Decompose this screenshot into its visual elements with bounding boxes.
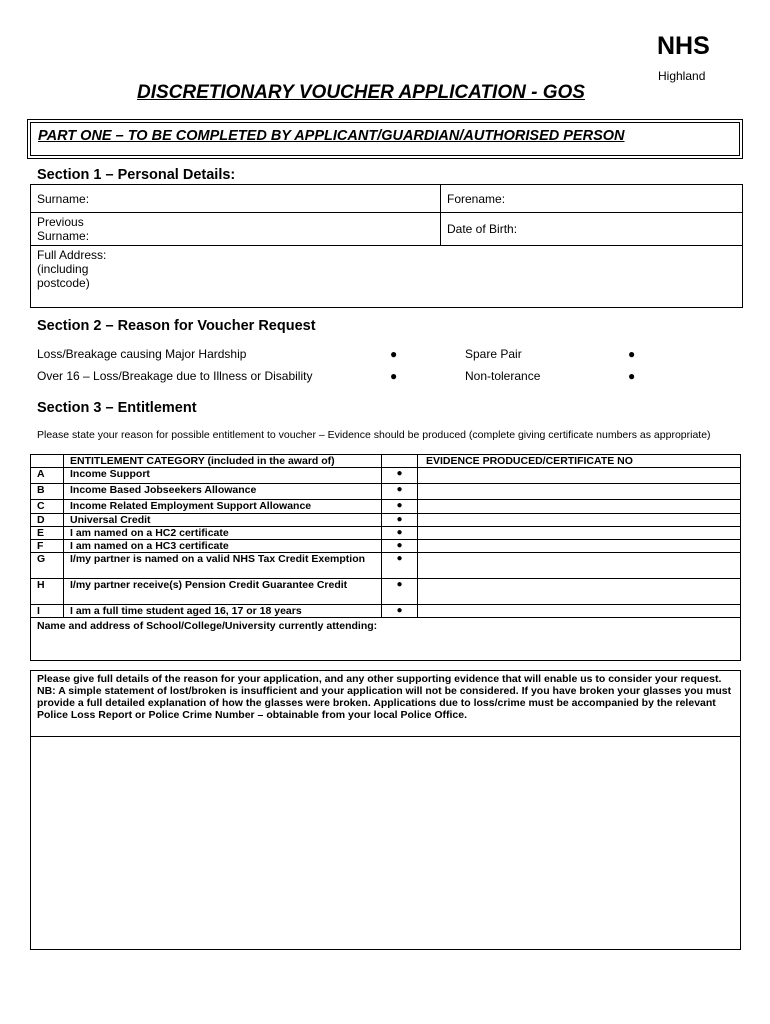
full-address-label: Full Address: (including postcode)	[37, 248, 107, 290]
details-table	[30, 670, 741, 950]
date-of-birth-field[interactable]	[441, 213, 743, 246]
row-code: D	[31, 514, 64, 527]
row-label: Income Support	[64, 468, 382, 484]
nhs-logo: NHS	[657, 32, 710, 60]
row-label: I am a full time student aged 16, 17 or 18 years	[64, 605, 382, 618]
row-checkbox[interactable]: ●	[382, 514, 418, 527]
reason-non-tolerance: Non-tolerance	[465, 369, 541, 383]
evidence-cell[interactable]	[418, 500, 741, 514]
row-code: E	[31, 527, 64, 540]
reason-spare-pair-bullet[interactable]: ●	[628, 347, 636, 361]
row-label: I am named on a HC2 certificate	[64, 527, 382, 540]
surname-field[interactable]	[31, 185, 441, 213]
forename-field[interactable]	[441, 185, 743, 213]
section3-heading: Section 3 – Entitlement	[37, 400, 197, 416]
row-checkbox[interactable]: ●	[382, 579, 418, 605]
entitlement-instruction: Please state your reason for possible entitlement to voucher – Evidence should be produced (complete giving certificate numbers as appropriate)	[37, 429, 711, 441]
row-code: H	[31, 579, 64, 605]
previous-surname-field[interactable]	[31, 213, 441, 246]
row-checkbox[interactable]: ●	[382, 553, 418, 579]
section1-heading: Section 1 – Personal Details:	[37, 167, 236, 183]
row-checkbox[interactable]: ●	[382, 468, 418, 484]
reason-loss-hardship-bullet[interactable]: ●	[390, 347, 398, 361]
row-code: F	[31, 540, 64, 553]
row-checkbox[interactable]: ●	[382, 540, 418, 553]
evidence-cell[interactable]	[418, 527, 741, 540]
row-code: G	[31, 553, 64, 579]
col-evidence-header: EVIDENCE PRODUCED/CERTIFICATE NO	[418, 455, 741, 468]
row-label: Income Based Jobseekers Allowance	[64, 484, 382, 500]
col-category-header: ENTITLEMENT CATEGORY (included in the award of)	[64, 455, 382, 468]
details-instruction: Please give full details of the reason for your application, and any other supporting evidence that will enable us to consider your request. NB: A simple statement of lost/broken is insufficient and your application will not be considered. If you have broken your glasses you must provide a full detailed explanation of how the glasses were broken. Applications due to loss/crime must be accompanied by the relevant Police Loss Report or Police Crime Number – obtainable from your local Police Office.	[31, 671, 741, 737]
previous-surname-label: Previous Surname:	[37, 215, 90, 243]
section2-heading: Section 2 – Reason for Voucher Request	[37, 318, 316, 334]
full-address-field[interactable]	[31, 246, 743, 308]
row-code: I	[31, 605, 64, 618]
surname-label: Surname:	[37, 192, 90, 206]
evidence-cell[interactable]	[418, 540, 741, 553]
evidence-cell[interactable]	[418, 468, 741, 484]
reason-loss-hardship: Loss/Breakage causing Major Hardship	[37, 347, 247, 361]
evidence-cell[interactable]	[418, 484, 741, 500]
row-label: Universal Credit	[64, 514, 382, 527]
forename-label: Forename:	[447, 192, 506, 206]
entitlement-table	[30, 454, 741, 661]
page-title: DISCRETIONARY VOUCHER APPLICATION - GOS	[137, 82, 585, 103]
row-checkbox[interactable]: ●	[382, 527, 418, 540]
reason-illness-disability-bullet[interactable]: ●	[390, 369, 398, 383]
row-checkbox[interactable]: ●	[382, 500, 418, 514]
row-checkbox[interactable]: ●	[382, 605, 418, 618]
date-of-birth-label: Date of Birth:	[447, 222, 518, 236]
row-code: C	[31, 500, 64, 514]
row-label: I/my partner receive(s) Pension Credit Guarantee Credit	[64, 579, 382, 605]
evidence-cell[interactable]	[418, 579, 741, 605]
evidence-cell[interactable]	[418, 605, 741, 618]
row-label: Income Related Employment Support Allowance	[64, 500, 382, 514]
reason-illness-disability: Over 16 – Loss/Breakage due to Illness or Disability	[37, 369, 313, 383]
evidence-cell[interactable]	[418, 514, 741, 527]
school-address-field[interactable]	[31, 618, 741, 661]
row-checkbox[interactable]: ●	[382, 484, 418, 500]
reason-non-tolerance-bullet[interactable]: ●	[628, 369, 636, 383]
row-label: I/my partner is named on a valid NHS Tax Credit Exemption	[64, 553, 382, 579]
row-code: A	[31, 468, 64, 484]
part-one-text: PART ONE – TO BE COMPLETED BY APPLICANT/GUARDIAN/AUTHORISED PERSON	[38, 128, 625, 144]
row-code: B	[31, 484, 64, 500]
reason-spare-pair: Spare Pair	[465, 347, 522, 361]
personal-details-table	[30, 184, 743, 308]
row-label: I am named on a HC3 certificate	[64, 540, 382, 553]
school-address-label: Name and address of School/College/University currently attending:	[37, 620, 378, 632]
details-input-area[interactable]	[31, 737, 741, 950]
evidence-cell[interactable]	[418, 553, 741, 579]
part-one-banner	[27, 119, 743, 159]
nhs-logo-region: Highland	[658, 69, 706, 83]
